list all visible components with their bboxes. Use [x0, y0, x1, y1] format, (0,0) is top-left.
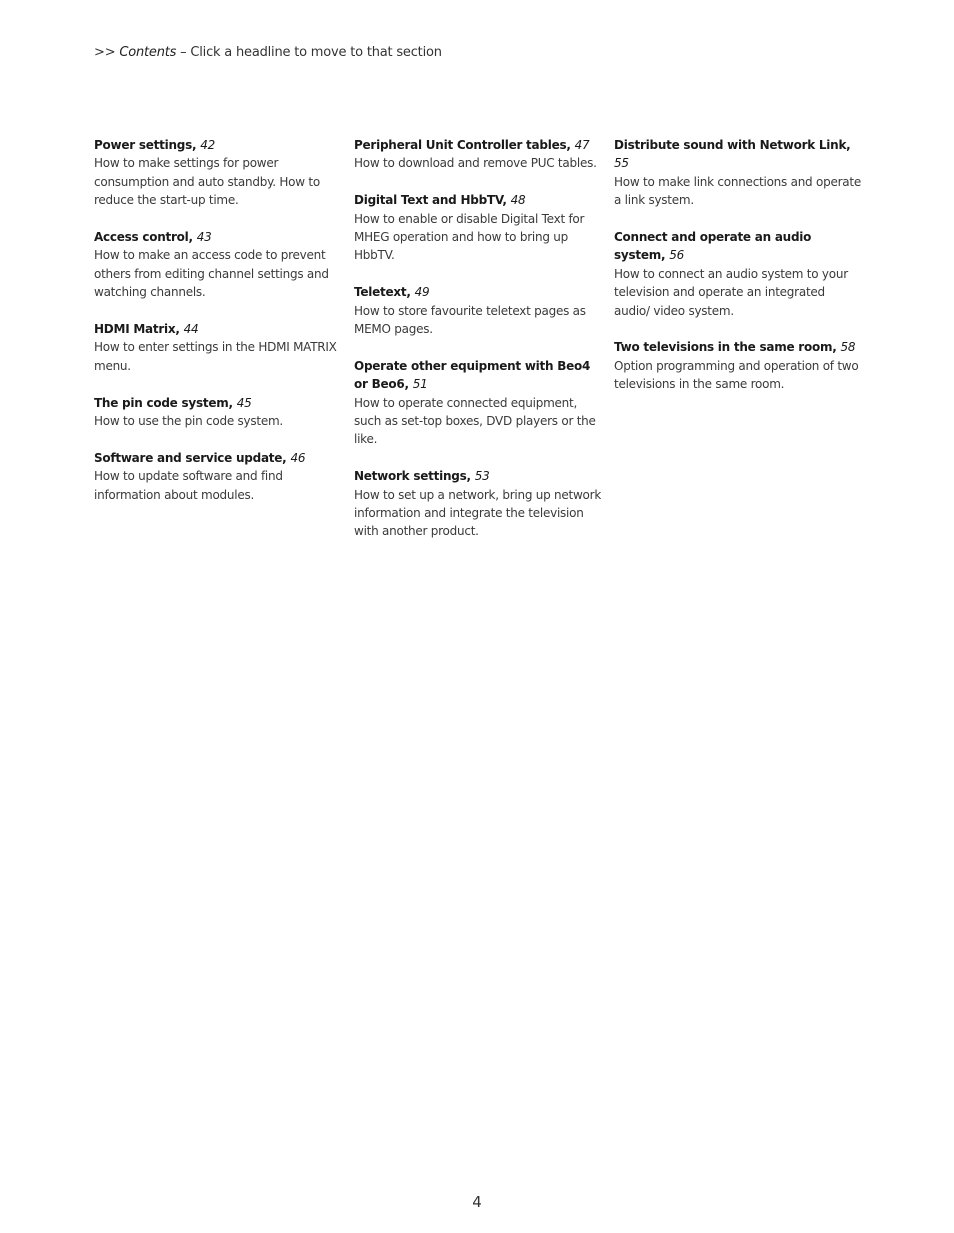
page-ref: 42 — [200, 138, 216, 152]
page-ref: 56 — [669, 248, 685, 263]
breadcrumb-instruction: – Click a headline to move to that section — [176, 45, 442, 60]
toc-headline-power-settings[interactable]: Power settings, 42 — [94, 138, 216, 152]
toc-entry — [354, 357, 602, 449]
page-ref: 45 — [236, 395, 252, 410]
contents-link[interactable]: Contents — [119, 45, 177, 60]
toc-description: How to enable or disable Digital Text for MHEG operation and how to bring up HbbTV. — [354, 211, 585, 263]
toc-entry — [614, 136, 862, 210]
breadcrumb — [94, 45, 442, 60]
toc-entry — [354, 467, 602, 541]
toc-entry — [94, 394, 342, 431]
page-ref: 51 — [412, 377, 428, 392]
toc-headline-audio-system[interactable]: Connect and operate an audio system, 56 — [614, 230, 812, 263]
toc-entry — [354, 283, 602, 338]
toc-headline-pin-code-system[interactable]: The pin code system, 45 — [94, 395, 252, 410]
toc-entry — [94, 228, 342, 302]
toc-entry — [94, 320, 342, 375]
toc-description: Option programming and operation of two televisions in the same room. — [614, 358, 859, 392]
toc-headline-teletext[interactable]: Teletext, 49 — [354, 285, 430, 300]
toc-entry — [354, 136, 602, 173]
toc-headline-hdmi-matrix[interactable]: HDMI Matrix, 44 — [94, 322, 199, 337]
toc-description: How to operate connected equipment, such as set-top boxes, DVD players or the like. — [354, 395, 596, 447]
page-ref: 43 — [196, 230, 212, 245]
toc-description: How to store favourite teletext pages as MEMO pages. — [354, 303, 586, 337]
page-ref: 53 — [474, 469, 490, 484]
page-ref: 44 — [183, 322, 199, 337]
toc-headline-network-link[interactable]: Distribute sound with Network Link, 55 — [614, 138, 851, 171]
toc-description: How to download and remove PUC tables. — [354, 156, 597, 171]
page-ref: 47 — [574, 138, 590, 152]
toc-column-3 — [614, 136, 862, 412]
toc-description: How to update software and find information about modules. — [94, 469, 283, 502]
page-number: 4 — [472, 1193, 482, 1211]
toc-column-1 — [94, 136, 342, 522]
toc-headline-two-televisions[interactable]: Two televisions in the same room, 58 — [614, 340, 856, 355]
toc-description: How to enter settings in the HDMI MATRIX menu. — [94, 340, 337, 373]
page-ref: 46 — [290, 450, 306, 465]
toc-entry — [614, 228, 862, 320]
toc-entry — [614, 338, 862, 393]
toc-headline-software-update[interactable]: Software and service update, 46 — [94, 450, 306, 465]
page-ref: 48 — [510, 193, 526, 208]
toc-description: How to connect an audio system to your television and operate an integrated audio/ video system. — [614, 266, 848, 318]
toc-description: How to make link connections and operate a link system. — [614, 174, 861, 208]
toc-description: How to set up a network, bring up network information and integrate the television with another product. — [354, 487, 602, 539]
toc-headline-digital-text-hbbtv[interactable]: Digital Text and HbbTV, 48 — [354, 193, 526, 208]
toc-column-2 — [354, 136, 602, 559]
page-ref: 49 — [414, 285, 430, 300]
toc-headline-access-control[interactable]: Access control, 43 — [94, 230, 212, 245]
toc-description: How to use the pin code system. — [94, 414, 283, 429]
toc-headline-puc-tables[interactable]: Peripheral Unit Controller tables, 47 — [354, 138, 590, 152]
toc-entry — [94, 449, 342, 504]
toc-entry — [94, 136, 342, 210]
toc-description: How to make settings for power consumption and auto standby. How to reduce the start-up time. — [94, 156, 320, 208]
toc-description: How to make an access code to prevent others from editing channel settings and watching channels. — [94, 248, 329, 300]
toc-headline-operate-equipment[interactable]: Operate other equipment with Beo4 or Beo6, 51 — [354, 358, 591, 392]
page-ref: 58 — [840, 340, 856, 355]
toc-entry — [354, 191, 602, 265]
page-ref: 55 — [614, 156, 629, 171]
breadcrumb-prefix: >> — [94, 45, 120, 60]
toc-headline-network-settings[interactable]: Network settings, 53 — [354, 469, 490, 484]
